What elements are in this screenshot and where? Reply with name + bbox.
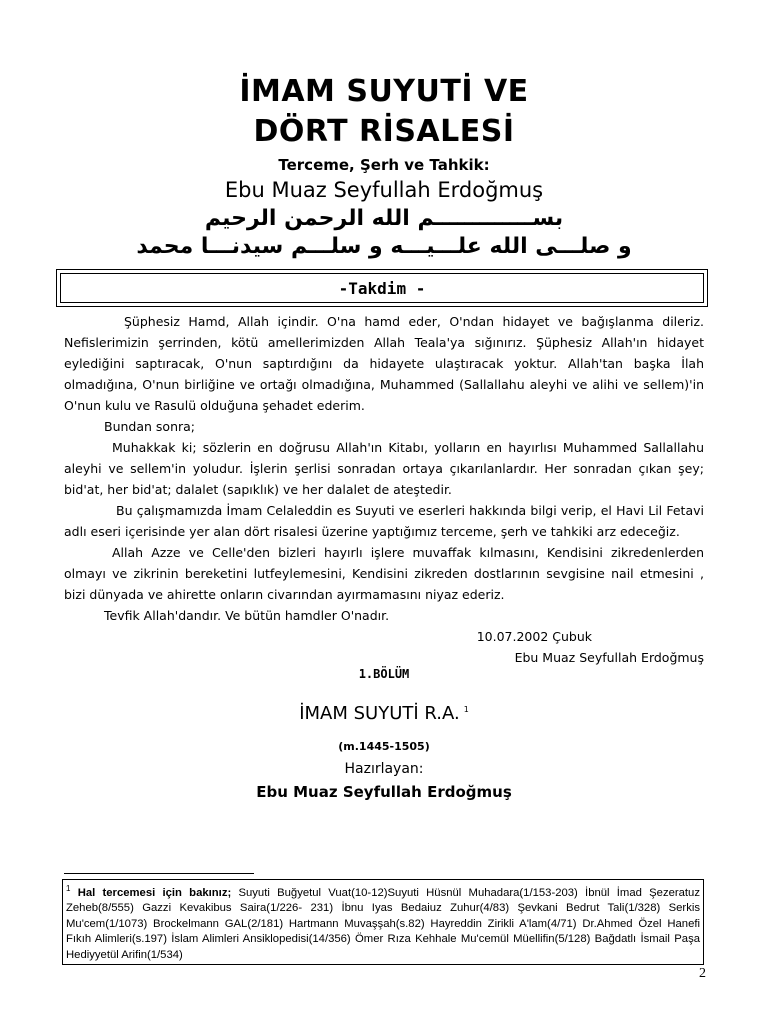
footnote-separator bbox=[64, 873, 254, 874]
takdim-heading-box bbox=[56, 269, 708, 307]
preface-paragraph: Bundan sonra; bbox=[104, 419, 196, 434]
chapter-label: 1.BÖLÜM bbox=[358, 667, 410, 681]
chapter-title-text: İMAM SUYUTİ R.A. bbox=[299, 703, 460, 724]
signature: Ebu Muaz Seyfullah Erdoğmuş bbox=[514, 650, 704, 665]
preface-paragraph: Şüphesiz Hamd, Allah içindir. O'na hamd eder, O'ndan hidayet ve bağışlanma dileriz. Nefislerimizin şerrinden, kötü amellerimizden Allah Teala'ya sığınırız. Şüphesiz Allah'ın hidayet eylediğini saptıracak, O'nun saptırdığını da hidayete ulaştıracak yoktur. Allah'tan başka İlah olmadığına, O'nun birliğine ve ortağı olmadığına, Muhammed (Sallallahu aleyhi ve alihi ve sellem)'in O'nun kulu ve Rasulü olduğuna şehadet ederim. bbox=[64, 314, 704, 413]
preface-paragraph: Muhakkak ki; sözlerin en doğrusu Allah'ın Kitabı, yolların en hayırlısı Muhammed Sallallahu aleyhi ve sellem'in yoludur. İşlerin şerlisi sonradan ortaya çıkarılanlardır. Her sonradan çıkan şey; bid'at, her bid'at; dalalet (sapıklık) ve her dalalet de ateştedir. bbox=[64, 440, 704, 497]
footnote-lead: Hal tercemesi için bakınız; bbox=[77, 886, 232, 899]
prepared-by-label: Hazırlayan: bbox=[344, 761, 424, 777]
footnote-number: 1 bbox=[66, 884, 71, 893]
preface-paragraph: Tevfik Allah'dandır. Ve bütün hamdler O'nadır. bbox=[104, 608, 390, 623]
preface-body bbox=[64, 311, 704, 668]
prepared-by-author: Ebu Muaz Seyfullah Erdoğmuş bbox=[256, 783, 512, 801]
footnote-reference[interactable]: 1 bbox=[463, 705, 469, 714]
footnote-text: Suyuti Buğyetul Vuat(10-12)Suyuti Hüsnül Muhadara(1/153-203) İbnül İmad Şezeratuz Zeheb(8/555) Gazzi Kevakibus Saira(1/226- 231) İbnu Iyas Bedaiuz Zuhur(4/83) Şevkani Bedrut Tali(1/328) Serkis Mu'cem(1/1073) Brockelmann GAL(2/181) Hartmann Muvaşşah(s.82) Hayreddin Zirikli A'lam(4/71) Dr.Ahmed Özel Hanefi Fıkıh Alimleri(s.197) İslam Alimleri Ansiklopedisi(14/356) Ömer Rıza Kehhale Mu'cemül Müellifin(5/128) Bağdatlı İsmail Paşa Hediyyetül Arifin(1/534) bbox=[66, 886, 700, 961]
page-number: 2 bbox=[699, 966, 706, 981]
book-title-line-1: İMAM SUYUTİ VE bbox=[239, 74, 529, 109]
life-dates: (m.1445-1505) bbox=[338, 740, 430, 753]
takdim-heading: -Takdim - bbox=[60, 273, 704, 303]
book-title-line-2: DÖRT RİSALESİ bbox=[253, 114, 515, 149]
book-subtitle: Terceme, Şerh ve Tahkik: bbox=[278, 156, 490, 174]
date-place: 10.07.2002 Çubuk bbox=[476, 629, 592, 644]
footnote bbox=[62, 879, 704, 965]
chapter-title bbox=[0, 703, 768, 724]
basmala: بســـــــــــــم الله الرحمن الرحيم bbox=[204, 206, 564, 231]
book-author: Ebu Muaz Seyfullah Erdoğmuş bbox=[224, 178, 544, 202]
salawat: و صلـــى الله علـــيـــه و سلـــم سيدنـــا محمد bbox=[136, 234, 632, 259]
preface-paragraph: Allah Azze ve Celle'den bizleri hayırlı işlere muvaffak kılmasını, Kendisini zikredenlerden olmayı ve zikrinin bereketini lutfeylemesini, Kendisini zikreden dostlarının sevgisine nail etmesini , bizi dünyada ve ahirette onların civarından ayırmamasını niyaz ederiz. bbox=[64, 545, 704, 602]
preface-paragraph: Bu çalışmamızda İmam Celaleddin es Suyuti ve eserleri hakkında bilgi verip, el Havi Lil Fetavi adlı eseri içerisinde yer alan dört risalesi üzerine yaptığımız terceme, şerh ve tahkiki arz edeceğiz. bbox=[64, 503, 704, 539]
